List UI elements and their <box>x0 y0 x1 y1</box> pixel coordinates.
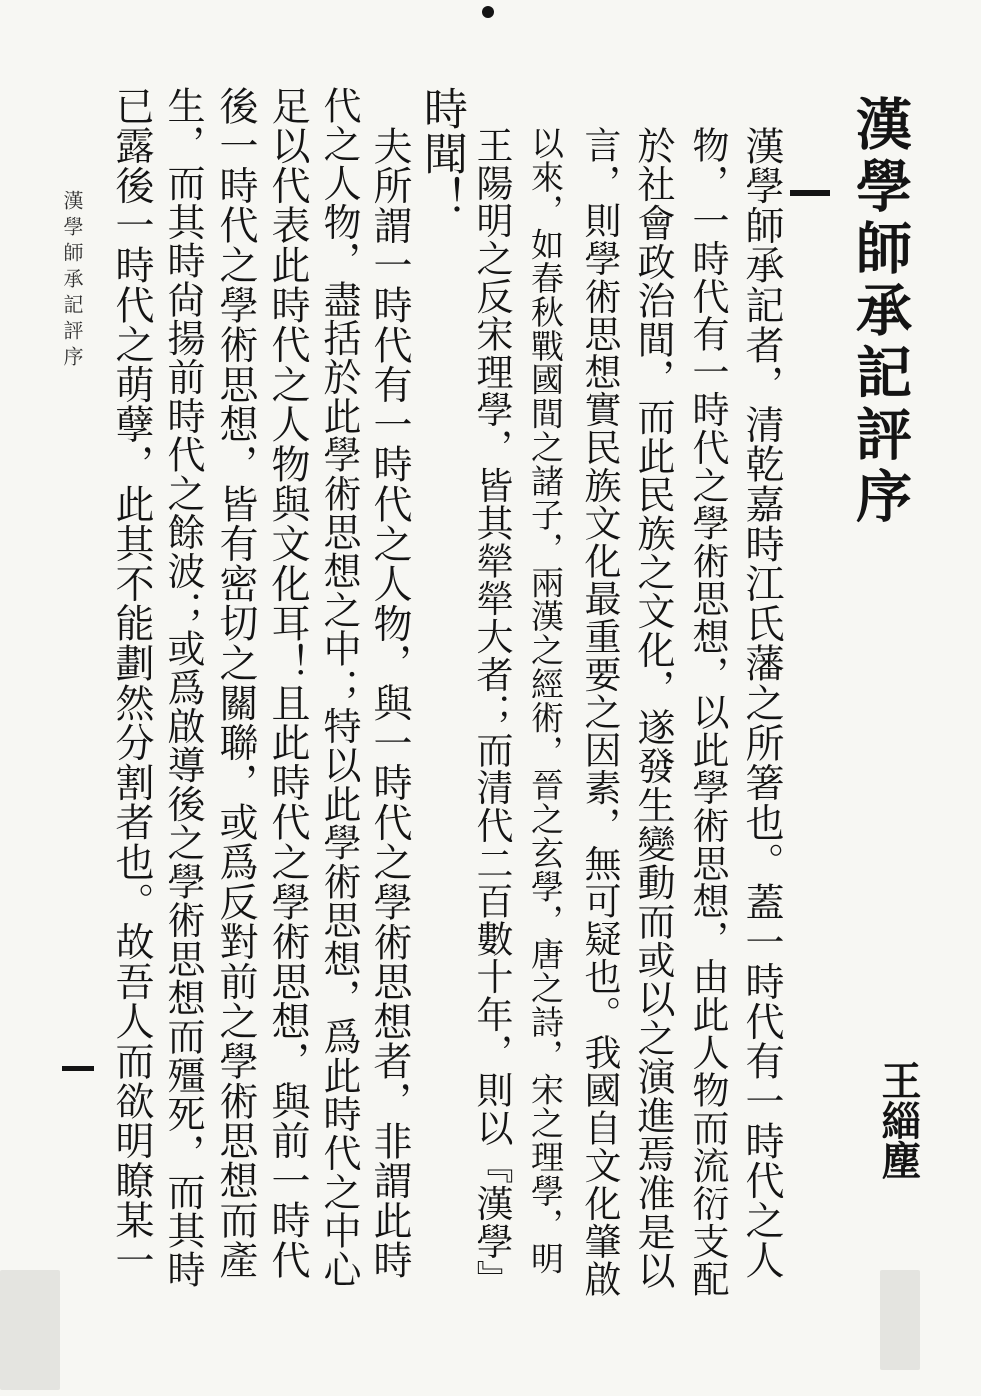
text-column-8: 夫所謂一時代有一時代之人物，與一時代之學術思想者，非謂此時 <box>367 126 412 1281</box>
text-column-3: 於社會政治間，而此民族之文化，遂發生變動而或以之演進焉准是以 <box>631 126 675 1290</box>
text-column-2: 物，一時代有一時代之學術思想，以此學術思想，由此人物而流衍支配 <box>686 126 729 1298</box>
text-column-5: 以來，如春秋戰國間之諸子，兩漢之經術，晉之玄學，唐之詩，宋之理學，明 <box>526 126 565 1276</box>
text-column-13: 已露後一時代之萌孽，此其不能劃然分割者也。故吾人而欲明瞭某一 <box>109 86 154 1280</box>
author-name: 王緇塵 <box>875 1060 922 1180</box>
scan-smudge <box>880 1270 920 1370</box>
text-column-7: 時聞！ <box>416 86 467 221</box>
section-number-mark <box>790 190 830 196</box>
text-column-11: 後一時代之學術思想，皆有密切之關聯，或爲反對前之學術思想而產 <box>213 86 258 1280</box>
text-column-4: 言，則學術思想實民族文化最重要之因素，無可疑也。我國自文化肇啟 <box>578 126 621 1298</box>
text-column-12: 生，而其時尙揚前時代之餘波；或爲啟導後之學術思想而殭死，而其時 <box>161 86 205 1289</box>
scan-smudge <box>0 1270 60 1390</box>
text-column-6: 王陽明之反宋理學，皆其犖犖大者；而清代二百數十年，則以『漢學』 <box>470 126 513 1298</box>
text-column-9: 代之人物，盡括於此學術思想之中；特以此學術思想，爲此時代之中心 <box>317 86 361 1289</box>
ink-blot <box>482 6 494 18</box>
page-title: 漢學師承記評序 <box>847 95 913 529</box>
text-column-1: 漢學師承記者，清乾嘉時江氏藩之所箸也。蓋一時代有一時代之人 <box>739 126 784 1281</box>
text-column-10: 足以代表此時代之人物與文化耳！且此時代之學術思想，與前一時代 <box>265 86 310 1280</box>
running-head: 漢學師承記評序 <box>60 190 84 372</box>
folio-mark <box>62 1066 94 1071</box>
